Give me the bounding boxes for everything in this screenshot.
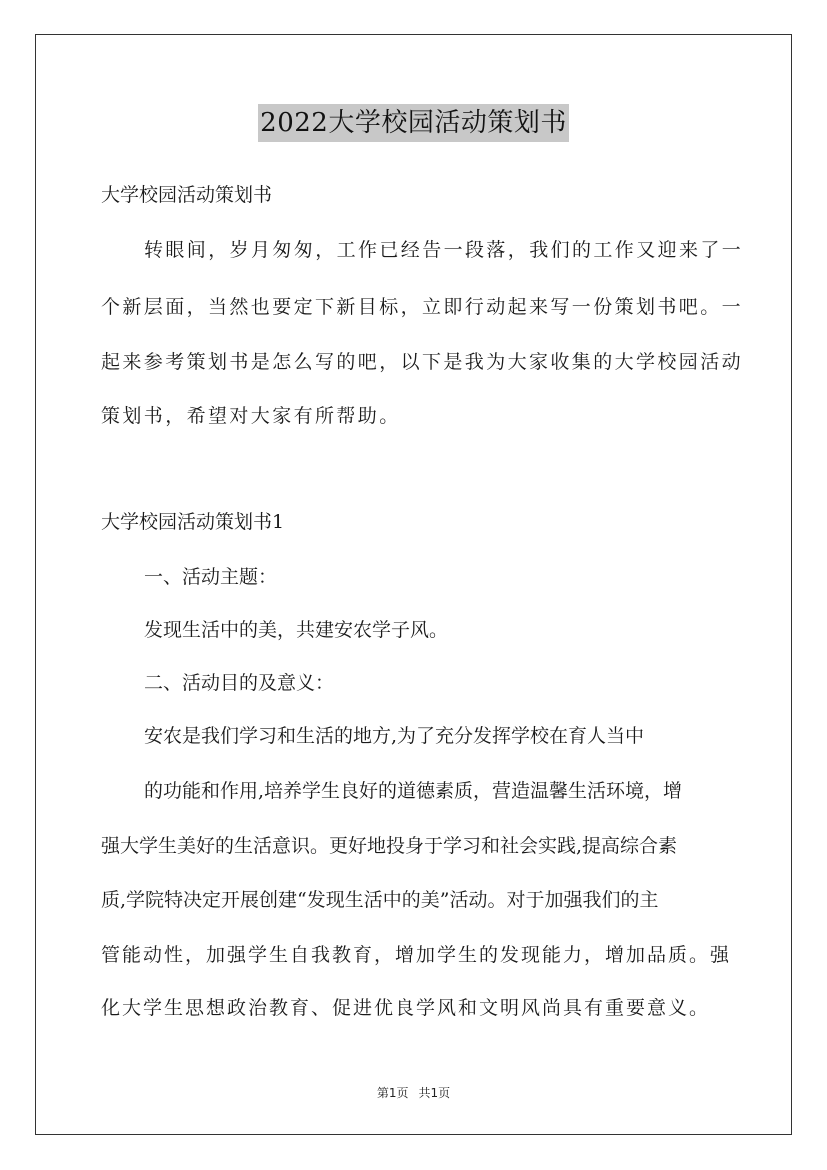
section-title: 大学校园活动策划书1: [101, 511, 285, 533]
purpose-line-5: 管能动性，加强学生自我教育，增加学生的发现能力，增加品质。强: [101, 944, 732, 966]
title-container: [0, 104, 827, 142]
intro-line-2: 个新层面，当然也要定下新目标，立即行动起来写一份策划书吧。一: [101, 296, 744, 318]
document-title: 2022大学校园活动策划书: [258, 104, 569, 142]
page-total: 共1页: [418, 1086, 451, 1100]
purpose-line-3: 强大学生美好的生活意识。更好地投身于学习和社会实践,提高综合素: [101, 835, 678, 857]
purpose-line-4: 质,学院特决定开展创建“发现生活中的美”活动。对于加强我们的主: [101, 889, 659, 911]
purpose-line-1: 安农是我们学习和生活的地方,为了充分发挥学校在育人当中: [144, 725, 645, 747]
intro-line-4: 策划书，希望对大家有所帮助。: [101, 405, 401, 427]
purpose-heading: 二、活动目的及意义：: [144, 672, 335, 694]
theme-heading: 一、活动主题：: [144, 566, 278, 588]
theme-text: 发现生活中的美，共建安农学子风。: [144, 619, 449, 641]
page-number: 第1页: [376, 1086, 409, 1100]
purpose-line-6: 化大学生思想政治教育、促进优良学风和文明风尚具有重要意义。: [101, 997, 711, 1019]
document-subtitle: 大学校园活动策划书: [101, 184, 273, 206]
page-footer: [0, 1085, 827, 1101]
purpose-line-2: 的功能和作用,培养学生良好的道德素质，营造温馨生活环境，增: [144, 780, 683, 802]
intro-line-1: 转眼间，岁月匆匆，工作已经告一段落，我们的工作又迎来了一: [144, 239, 744, 261]
intro-line-3: 起来参考策划书是怎么写的吧，以下是我为大家收集的大学校园活动: [101, 351, 744, 373]
